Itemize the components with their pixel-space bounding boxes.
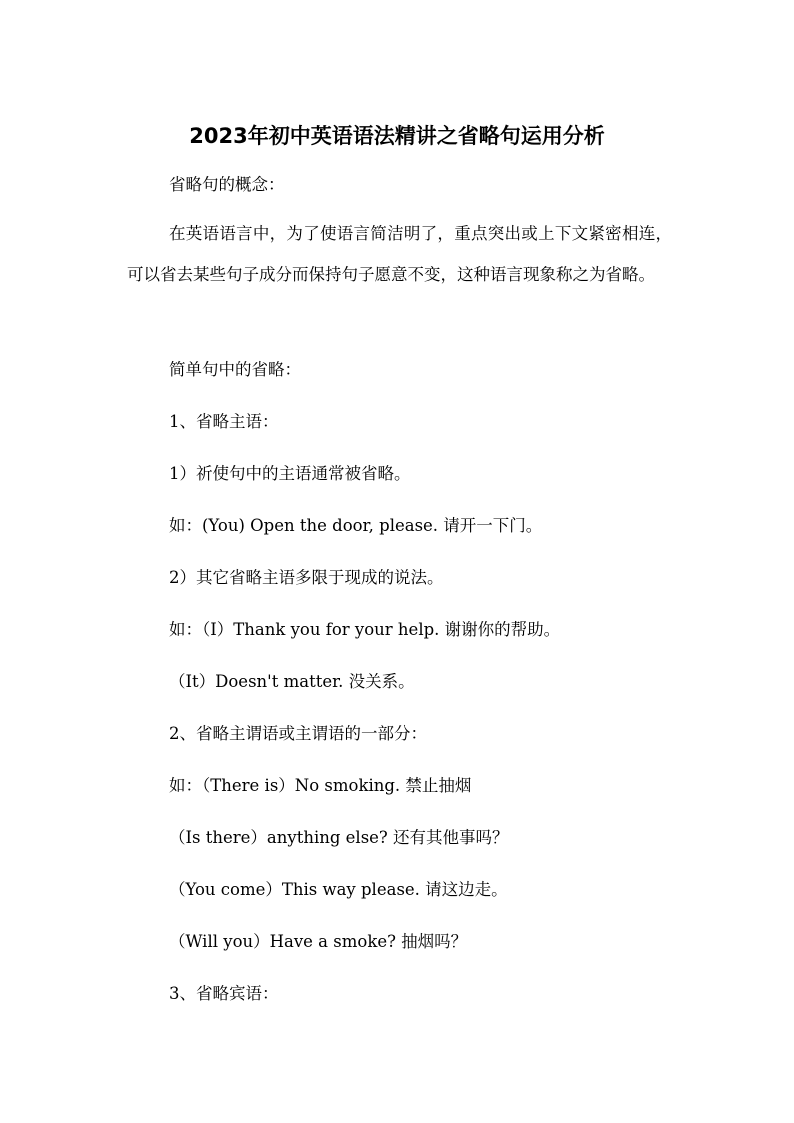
item-imperative-subject: 1）祈使句中的主语通常被省略。: [169, 464, 411, 483]
item-omit-subject-predicate: 2、省略主谓语或主谓语的一部分：: [169, 724, 427, 743]
example-thank-you: 如：（I）Thank you for your help. 谢谢你的帮助。: [169, 620, 561, 639]
document-title: 2023年初中英语语法精讲之省略句运用分析: [189, 124, 605, 148]
example-have-a-smoke: （Will you）Have a smoke? 抽烟吗？: [169, 932, 468, 951]
item-omit-object: 3、省略宾语：: [169, 984, 279, 1003]
example-open-door: 如：(You) Open the door, please. 请开一下门。: [169, 516, 543, 535]
item-other-subject-omission: 2）其它省略主语多限于现成的说法。: [169, 568, 444, 587]
example-no-smoking: 如：（There is）No smoking. 禁止抽烟: [169, 776, 472, 795]
section-heading-simple-sentence: 简单句中的省略：: [169, 360, 301, 379]
item-omit-subject: 1、省略主语：: [169, 412, 279, 431]
example-this-way: （You come）This way please. 请这边走。: [169, 880, 508, 899]
section-heading-concept: 省略句的概念：: [169, 175, 285, 194]
example-anything-else: （Is there）anything else? 还有其他事吗？: [169, 828, 509, 847]
paragraph-definition: 在英语语言中，为了使语言简洁明了，重点突出或上下文紧密相连，可以省去某些句子成分而保持句子愿意不变，这种语言现象称之为省略。: [127, 224, 672, 284]
example-doesnt-matter: （It）Doesn't matter. 没关系。: [169, 672, 415, 691]
